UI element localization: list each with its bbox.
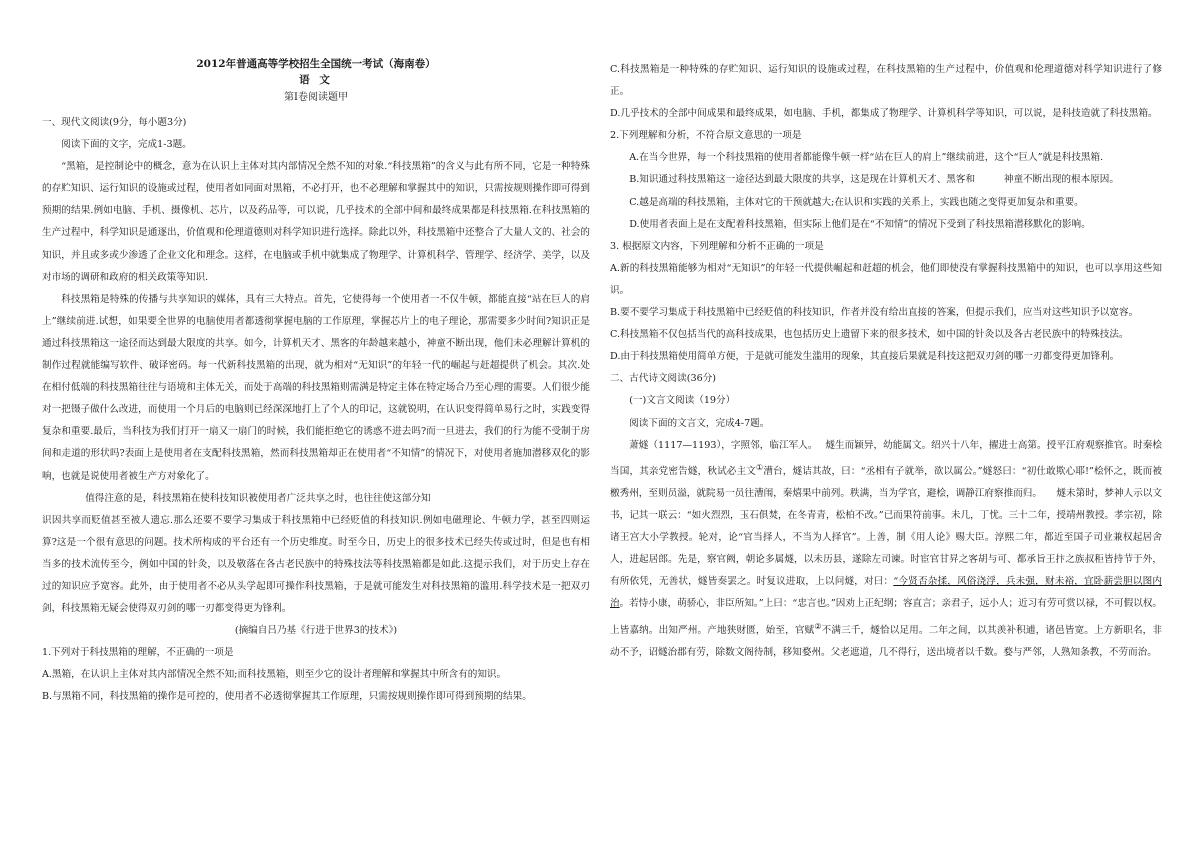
section-title: 第Ⅰ卷阅读题甲 — [284, 92, 348, 103]
passage-paragraph: “黑箱，是控制论中的概念，意为在认识上主体对其内部情况全然不知的对象.“科技黑箱”的含义与此有所不同，它是一种特殊的存贮知识、运行知识的设施或过程，使用者如同面对黑箱，不必打开，也不必理解和掌握其中的知识，只需按规则操作即可得到预期的结果.例如电脑、手机、摄像机、芯片，以及药品等，可以说，几乎技术的全部中间和最终成果都是科技黑箱.在科技黑箱的生产过程中，科学知识是通逐出，价值观和伦理道德则对科学知识进行选择。除此以外，科技黑箱中还整合了大量人文的、社会的知识，并且或多或少渗透了企业文化和理念。这样，在电脑或手机中就集成了物理学、计算机科学、管理学、经济学、美学，以及对市场的调研和政府的相关政策等知识. — [42, 161, 590, 283]
answer-option: A.新的科技黑箱能够为相对“无知识”的年轻一代提供崛起和赶超的机会，他们即使没有掌握科技黑箱中的知识，也可以享用这些知识。 — [610, 262, 1162, 296]
question-stem: 1.下列对于科技黑箱的理解，不正确的一项是 — [42, 647, 234, 659]
passage-paragraph: 科技黑箱是特殊的传播与共享知识的媒体，具有三大特点。首先，它使得每一个使用者一不仅牛顿，都能直接“站在巨人的肩上”继续前进.试想，如果要全世界的电脑使用者都透彻掌握电脑的工作原理，掌握芯片上的电子理论，那需要多少时间?知识正是通过科技黑箱这一途径而达到最大限度的共享。如今，计算机天才、黑客的年龄越来越小，神童不断出现，他们未必理解计算机的制作过程就能编写软件、破译密码。每一代新科技黑箱的出现，就为相对“无知识”的年轻一代的崛起与赶超提供了机会。其次.处在相付低端的科技黑箱往往与语境和主体无关，而处于高端的科技黑箱则需满是特定主体在特定场合乃至心理的需要。人们很少能对一把镊子做什么改进，而使用一个月后的电脑则已经深深地打上了个人的印记，这就锐明，在认识变得简单易行之时，实践变得复杂和重要.最后，当科技为我们打开一扇又一扇门的时候，我们能拒绝它的诱惑不进去吗?而一旦进去，我们的行为能不受制于房间和走道的形状吗?表面上是使用者在支配科技黑箱，然而科技黑箱却正在使用者“不知情”的情况下，对使用者施加潜移双化的影响，也就是说使用者被生产方对象化了。 — [42, 293, 590, 482]
answer-option: C.科技黑箱不仅包括当代的高科技成果，也包括历史上遗留下来的很多技术，如中国的针灸以及各古老民族中的特殊技法。 — [610, 329, 1129, 341]
question-stem: 2.下列理解和分析，不符合原文意思的一项是 — [610, 130, 802, 142]
answer-option: A.黑箱，在认识上主体对其内部情况全然不知;而科技黑箱，则至少它的设计者理解和掌握其中所含有的知识。 — [42, 669, 507, 681]
answer-option: C.科技黑箱是一种特殊的存贮知识、运行知识的设施或过程，在科技黑箱的生产过程中，价值观和伦理道德对科学知识进行了修正。 — [610, 64, 1162, 98]
classical-text-part: 漕台，燧诘其故，曰：“丞相有子就举，欲以属公。”燧怒曰：“初仕敢欺心耶!”桧怀之，既而被檄秀州，至则员溢，就院易一员往漕闱，秦熺果中前列。秩满，当为学官，避桧，调静江府察推而归。 燧未第时，梦神人示以文书，记其一联云：“如火烈烈，玉石俱焚，在冬青青，松柏不改。”已而果符前事。未几，丁忧。三十二年，授靖州教授。孝宗初，除诸王宫大小学教授。轮对，论“官当择人，不当为人择官”。上善，制《用人论》赐大臣。淳熙二年，都近至国子司业兼权起居舍人，进起居郎。先是，察官阙，朝论多属燧，以未历县，遂除左司谏。时宦官甘昇之客胡与可、都承旨王抃之族叔秬皆持节于外，有所依凭，无善状，燧皆奏罢之。时复议进取，上以问燧，对曰： — [610, 465, 1162, 588]
answer-option: C.越是高端的科技黑箱，主体对它的干预就越大;在认识和实践的关系上，实践也随之变得更加复杂和重要。 — [629, 196, 1084, 208]
left-body — [42, 112, 590, 709]
passage-source: (摘编自吕乃基《行进于世界3的技术》) — [234, 625, 398, 637]
answer-option: B.与黑箱不同，科技黑箱的操作是可控的，使用者不必透彻掌握其工作原理，只需按规则操作即可得到预期的结果。 — [42, 691, 532, 703]
classical-text-part: 萧燧（1117—1193），字照邻，临江军人。 燧生而颖异，幼能属文。绍兴十八年，擢进士高第。授平江府观察推官。时秦桧当国，其亲党密告燧，秋试必主文 — [610, 439, 1162, 477]
left-column — [42, 0, 590, 849]
answer-option: D.使用者表面上是在支配着科技黑箱，但实际上他们是在“不知情”的情况下受到了科技黑箱潜移默化的影响。 — [629, 218, 1091, 230]
answer-option: D.由于科技黑箱使用简单方便，于是就可能发生滥用的现象，其直接后果就是科技这把双刃剑的哪一刃都变得更加锋利。 — [610, 351, 1120, 363]
reading-instruction: 阅读下面的文言文，完成4-7题。 — [629, 417, 770, 429]
answer-option: B.要不要学习集成于科技黑箱中已经贬值的科技知识，作者并没有给出直接的答案，但提示我们，应当对这些知识予以宽容。 — [610, 307, 1139, 319]
right-body — [610, 59, 1162, 664]
section-heading: 二、古代诗文阅读(36分) — [610, 373, 717, 385]
question-stem: 3. 根据原文内容，下列理解和分析不正确的一项是 — [610, 240, 824, 252]
subject-title: 语 文 — [299, 74, 333, 86]
section-heading: 一、现代文阅读(9分，每小题3分) — [42, 117, 187, 128]
right-column — [610, 0, 1162, 849]
subsection-heading: (一)文言文阅读（19分） — [629, 395, 736, 407]
reading-instruction: 阅读下面的文字，完成1-3题。 — [61, 139, 192, 151]
passage-paragraph: 识因共享而贬值甚至被人遗忘.那么还要不要学习集成于科技黑箱中已经贬值的科技知识.例如电磁理论、牛顿力学，甚至四则运算?这是一个很有意思的问题。技术所构成的平台还有一个历史维度。时至今日，历史上的很多技术已经失传或过时，但是也有相当多的技术流传至今，例如中国的针灸，以及敬落在各古老民族中的特殊技法等科技黑箱都是如此.这提示我们，对于历史上存在过的知识应予宽容。此外，由于使用者不必从头学起即可操作科技黑箱，于是就可能发生对科技黑箱的滥用.科学技术是一把双刃剑，科技黑箱无疑会使得双刃剑的哪一刃都变得更为锋利。 — [42, 514, 590, 615]
classical-text-part: 不满三千，燧恰以足用。二年之间，以其羡补积逋，诸邑皆宽。上方新职名，非动不予，诏燧治郡有劳，除数文阁待制，移知婺州。父老遮道，几不得行，送出境者以千数。婺与严邻，人熟知条教，不劳而治。 — [610, 624, 1162, 658]
classical-text-part: 。若恃小康，萌骄心，非臣所知。”上曰：“忠言也。”因劝上正纪纲；容直言；亲君子，远小人；近习有劳可赏以禄，不可假以权。上皆嘉纳。出知严州。产地狭财匮，始至，官赋 — [610, 598, 1162, 636]
footnote-marker: ① — [756, 462, 764, 472]
footnote-marker: ② — [814, 621, 822, 631]
underlined-quote: “今贤否杂揉，风俗浇浮，兵未强，财未裕，宜卧薪尝胆以图内治 — [610, 576, 1162, 610]
passage-paragraph: 值得注意的是，科技黑箱在使科技知识被使用者广泛共享之时，也往往使这部分知 — [85, 492, 431, 504]
answer-option: D.几乎技术的全部中间成果和最终成果，如电脑、手机，都集成了物理学、计算机科学等知识，可以说，是科技造就了科技黑箱。 — [610, 108, 1158, 120]
answer-option: A.在当今世界，每一个科技黑箱的使用者都能像牛顿一样“站在巨人的肩上”继续前进，这个“巨人”就是科技黑箱. — [629, 152, 1104, 164]
classical-text — [610, 435, 1162, 664]
answer-option: B.知识通过科技黑箱这一途径达到最大限度的共享，这是现在计算机天才、黑客和 神童不断出现的根本原因。 — [629, 174, 1119, 186]
exam-title: 2012年普通高等学校招生全国统一考试（海南卷） — [196, 58, 436, 70]
